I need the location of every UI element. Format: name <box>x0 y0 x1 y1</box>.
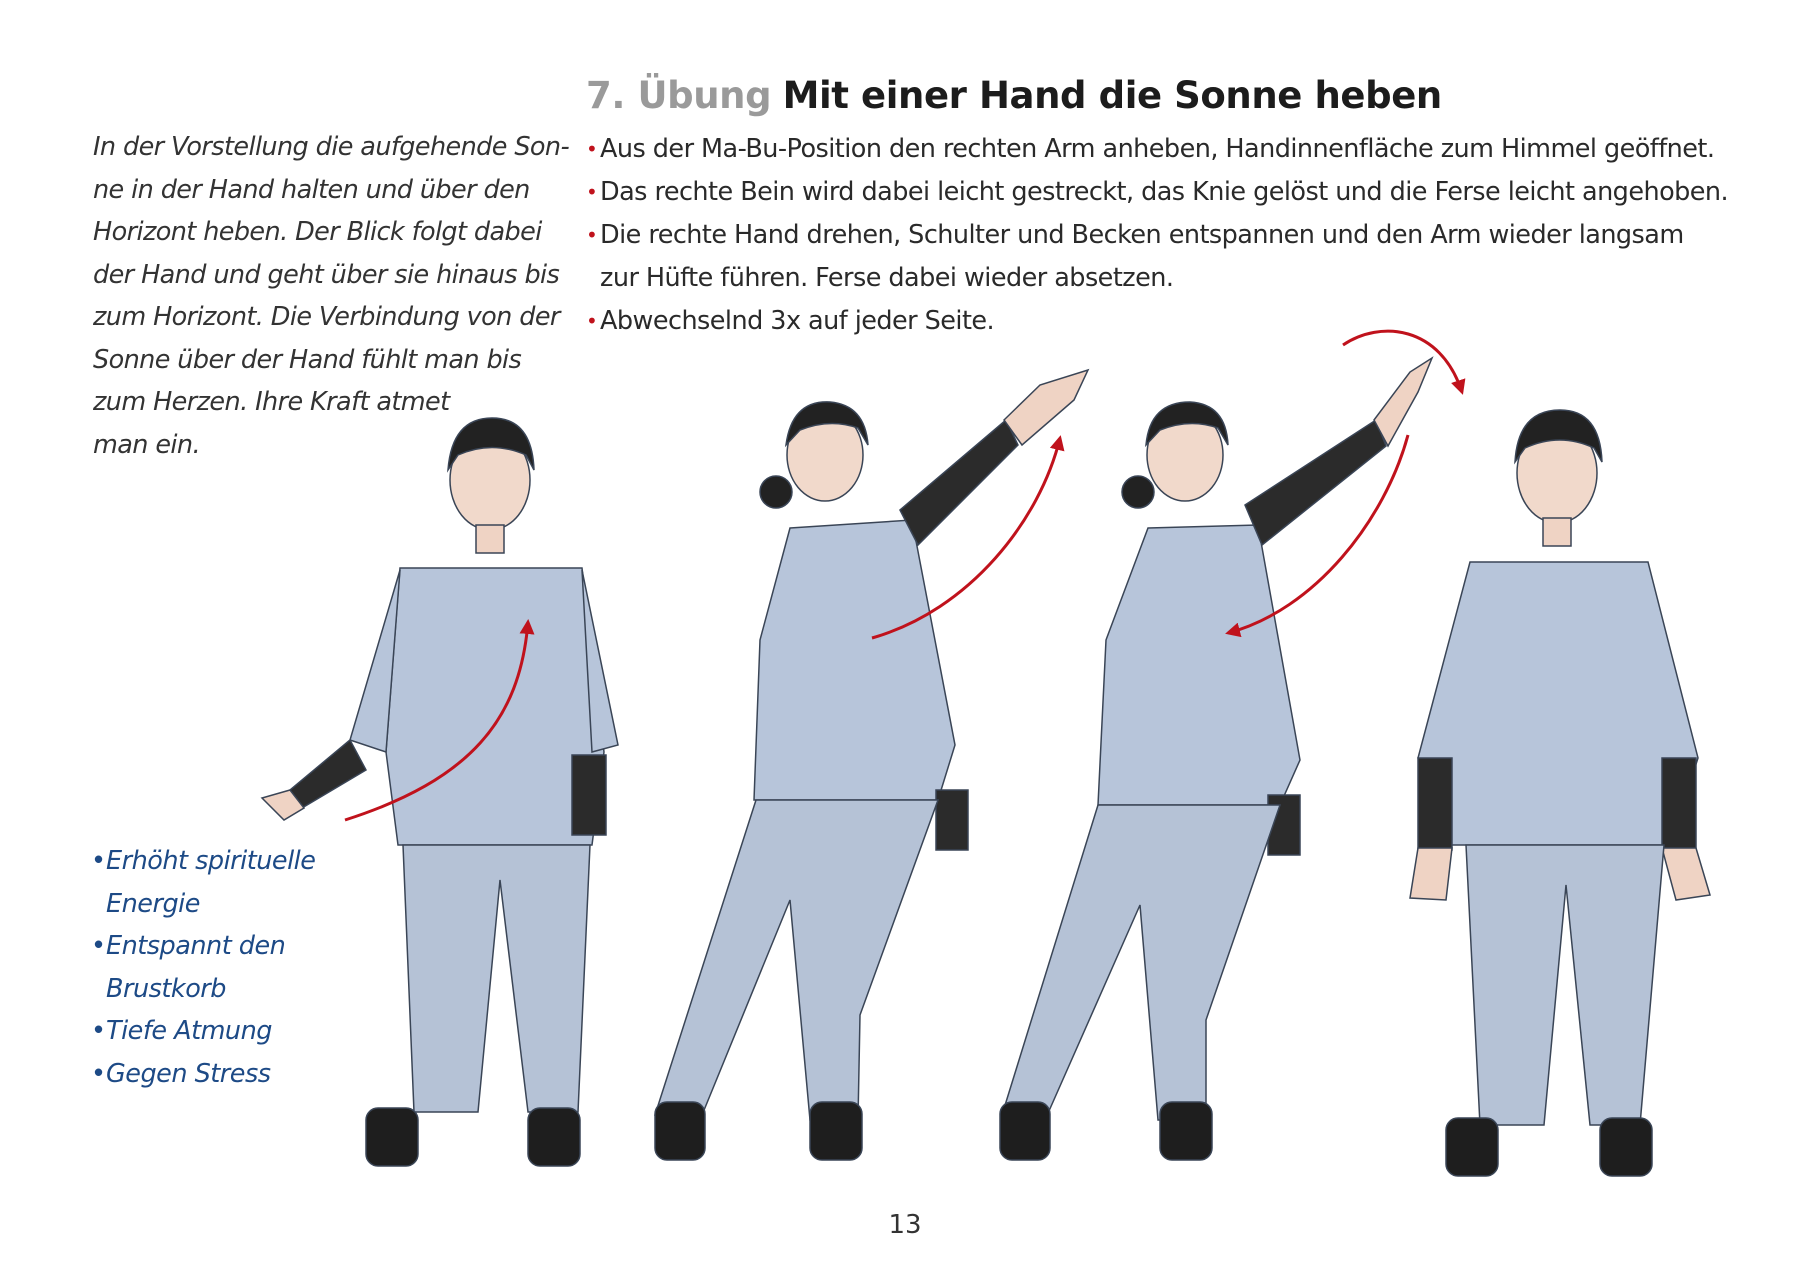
benefit-item: • Entspannt den Brustkorb <box>91 925 391 1010</box>
intro-paragraph: In der Vorstellung die aufgehende Son- ne in der Hand halten und über den Horizont heben. Der Blick folgt dabei der Hand und geht über sie hinaus bis zum Horizont. Die Verbindung von der Sonne über der Hand fühlt man bis zum Herzen. Ihre Kraft atmet man ein. <box>93 132 570 460</box>
page-number: 13 <box>888 1210 922 1240</box>
figure-start-position <box>262 418 618 1166</box>
bullet-icon: • <box>91 931 106 961</box>
bullet-icon: • <box>586 309 598 333</box>
instruction-item: • Abwechselnd 3x auf jeder Seite. <box>586 300 1786 343</box>
bullet-icon: • <box>91 846 106 876</box>
bullet-icon: • <box>586 180 598 204</box>
benefit-item: • Erhöht spirituelle Energie <box>91 840 391 925</box>
bullet-icon: • <box>586 137 598 161</box>
instruction-item: • Das rechte Bein wird dabei leicht gestreckt, das Knie gelöst und die Ferse leicht angehoben. <box>586 171 1786 214</box>
exercise-number: 7. Übung <box>586 74 772 117</box>
benefit-item: • Tiefe Atmung <box>91 1010 391 1053</box>
bullet-icon: • <box>91 1016 106 1046</box>
figure-raising-arm <box>655 370 1088 1160</box>
figure-end-position <box>1410 410 1710 1176</box>
benefit-item: • Gegen Stress <box>91 1053 391 1096</box>
figure-lowering-arm <box>1000 358 1432 1160</box>
bullet-icon: • <box>91 1058 106 1089</box>
instruction-item: • Die rechte Hand drehen, Schulter und Becken entspannen und den Arm wieder langsam zur Hüfte führen. Ferse dabei wieder absetzen. <box>586 214 1786 300</box>
instruction-item: • Aus der Ma-Bu-Position den rechten Arm anheben, Handinnenfläche zum Himmel geöffnet. <box>586 128 1786 171</box>
exercise-name: Mit einer Hand die Sonne heben <box>782 74 1442 117</box>
bullet-icon: • <box>586 223 598 247</box>
